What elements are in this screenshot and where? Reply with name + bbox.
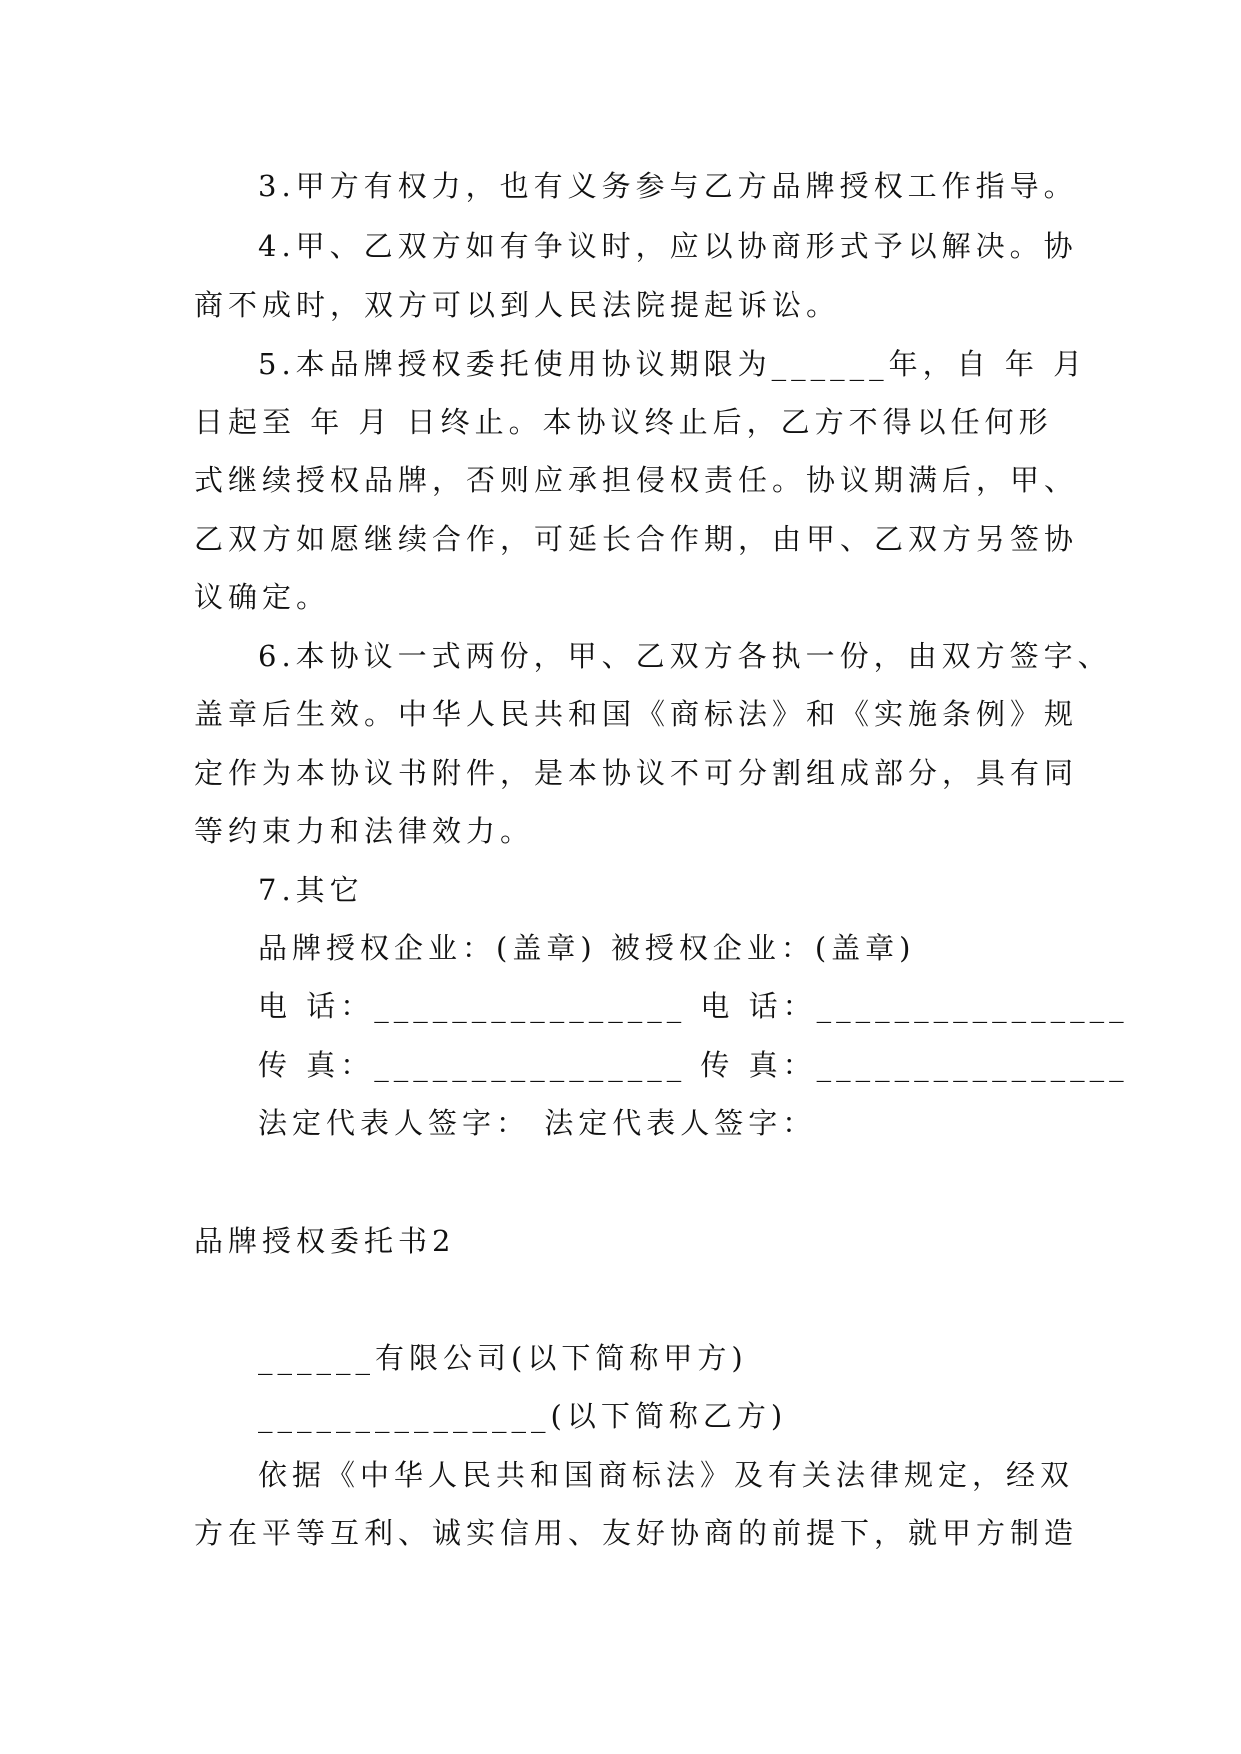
preamble-text-cont: 方在平等互利、诚实信用、友好协商的前提下，就甲方制造 <box>194 1516 1079 1550</box>
party-a-line: ______有限公司(以下简称甲方) <box>258 1341 748 1375</box>
clause-7-text: 7.其它 <box>258 873 364 907</box>
clause-5-text-cont-2: 式继续授权品牌，否则应承担侵权责任。协议期满后，甲、 <box>194 463 1079 497</box>
clause-5-text-cont-4: 议确定。 <box>194 580 331 614</box>
signature-phone: 电 话：________________ 电 话：________________ <box>258 989 1129 1023</box>
signature-fax: 传 真：________________ 传 真：________________ <box>258 1048 1129 1082</box>
clause-6-text: 6.本协议一式两份，甲、乙双方各执一份，由双方签字、 <box>258 639 1112 673</box>
clause-5-text-cont-3: 乙双方如愿继续合作，可延长合作期，由甲、乙双方另签协 <box>194 522 1079 556</box>
clause-4-text: 4.甲、乙双方如有争议时，应以协商形式予以解决。协 <box>258 229 1078 263</box>
section-title: 品牌授权委托书2 <box>194 1224 456 1258</box>
clause-6-text-cont-2: 定作为本协议书附件，是本协议不可分割组成部分，具有同 <box>194 756 1079 790</box>
signature-representative: 法定代表人签字： 法定代表人签字： <box>258 1106 817 1140</box>
clause-5-text: 5.本品牌授权委托使用协议期限为______年，自 年 月 <box>258 347 1088 381</box>
clause-4-text-cont: 商不成时，双方可以到人民法院提起诉讼。 <box>194 288 841 322</box>
clause-6-text-cont-3: 等约束力和法律效力。 <box>194 814 535 848</box>
preamble-text: 依据《中华人民共和国商标法》及有关法律规定，经双 <box>258 1458 1075 1492</box>
signature-companies: 品牌授权企业：(盖章) 被授权企业：(盖章) <box>258 931 916 965</box>
clause-6-text-cont-1: 盖章后生效。中华人民共和国《商标法》和《实施条例》规 <box>194 697 1079 731</box>
party-b-line: _______________(以下简称乙方) <box>258 1399 788 1433</box>
clause-3-text: 3.甲方有权力，也有义务参与乙方品牌授权工作指导。 <box>258 169 1078 203</box>
clause-5-text-cont-1: 日起至 年 月 日终止。本协议终止后，乙方不得以任何形 <box>194 405 1053 439</box>
